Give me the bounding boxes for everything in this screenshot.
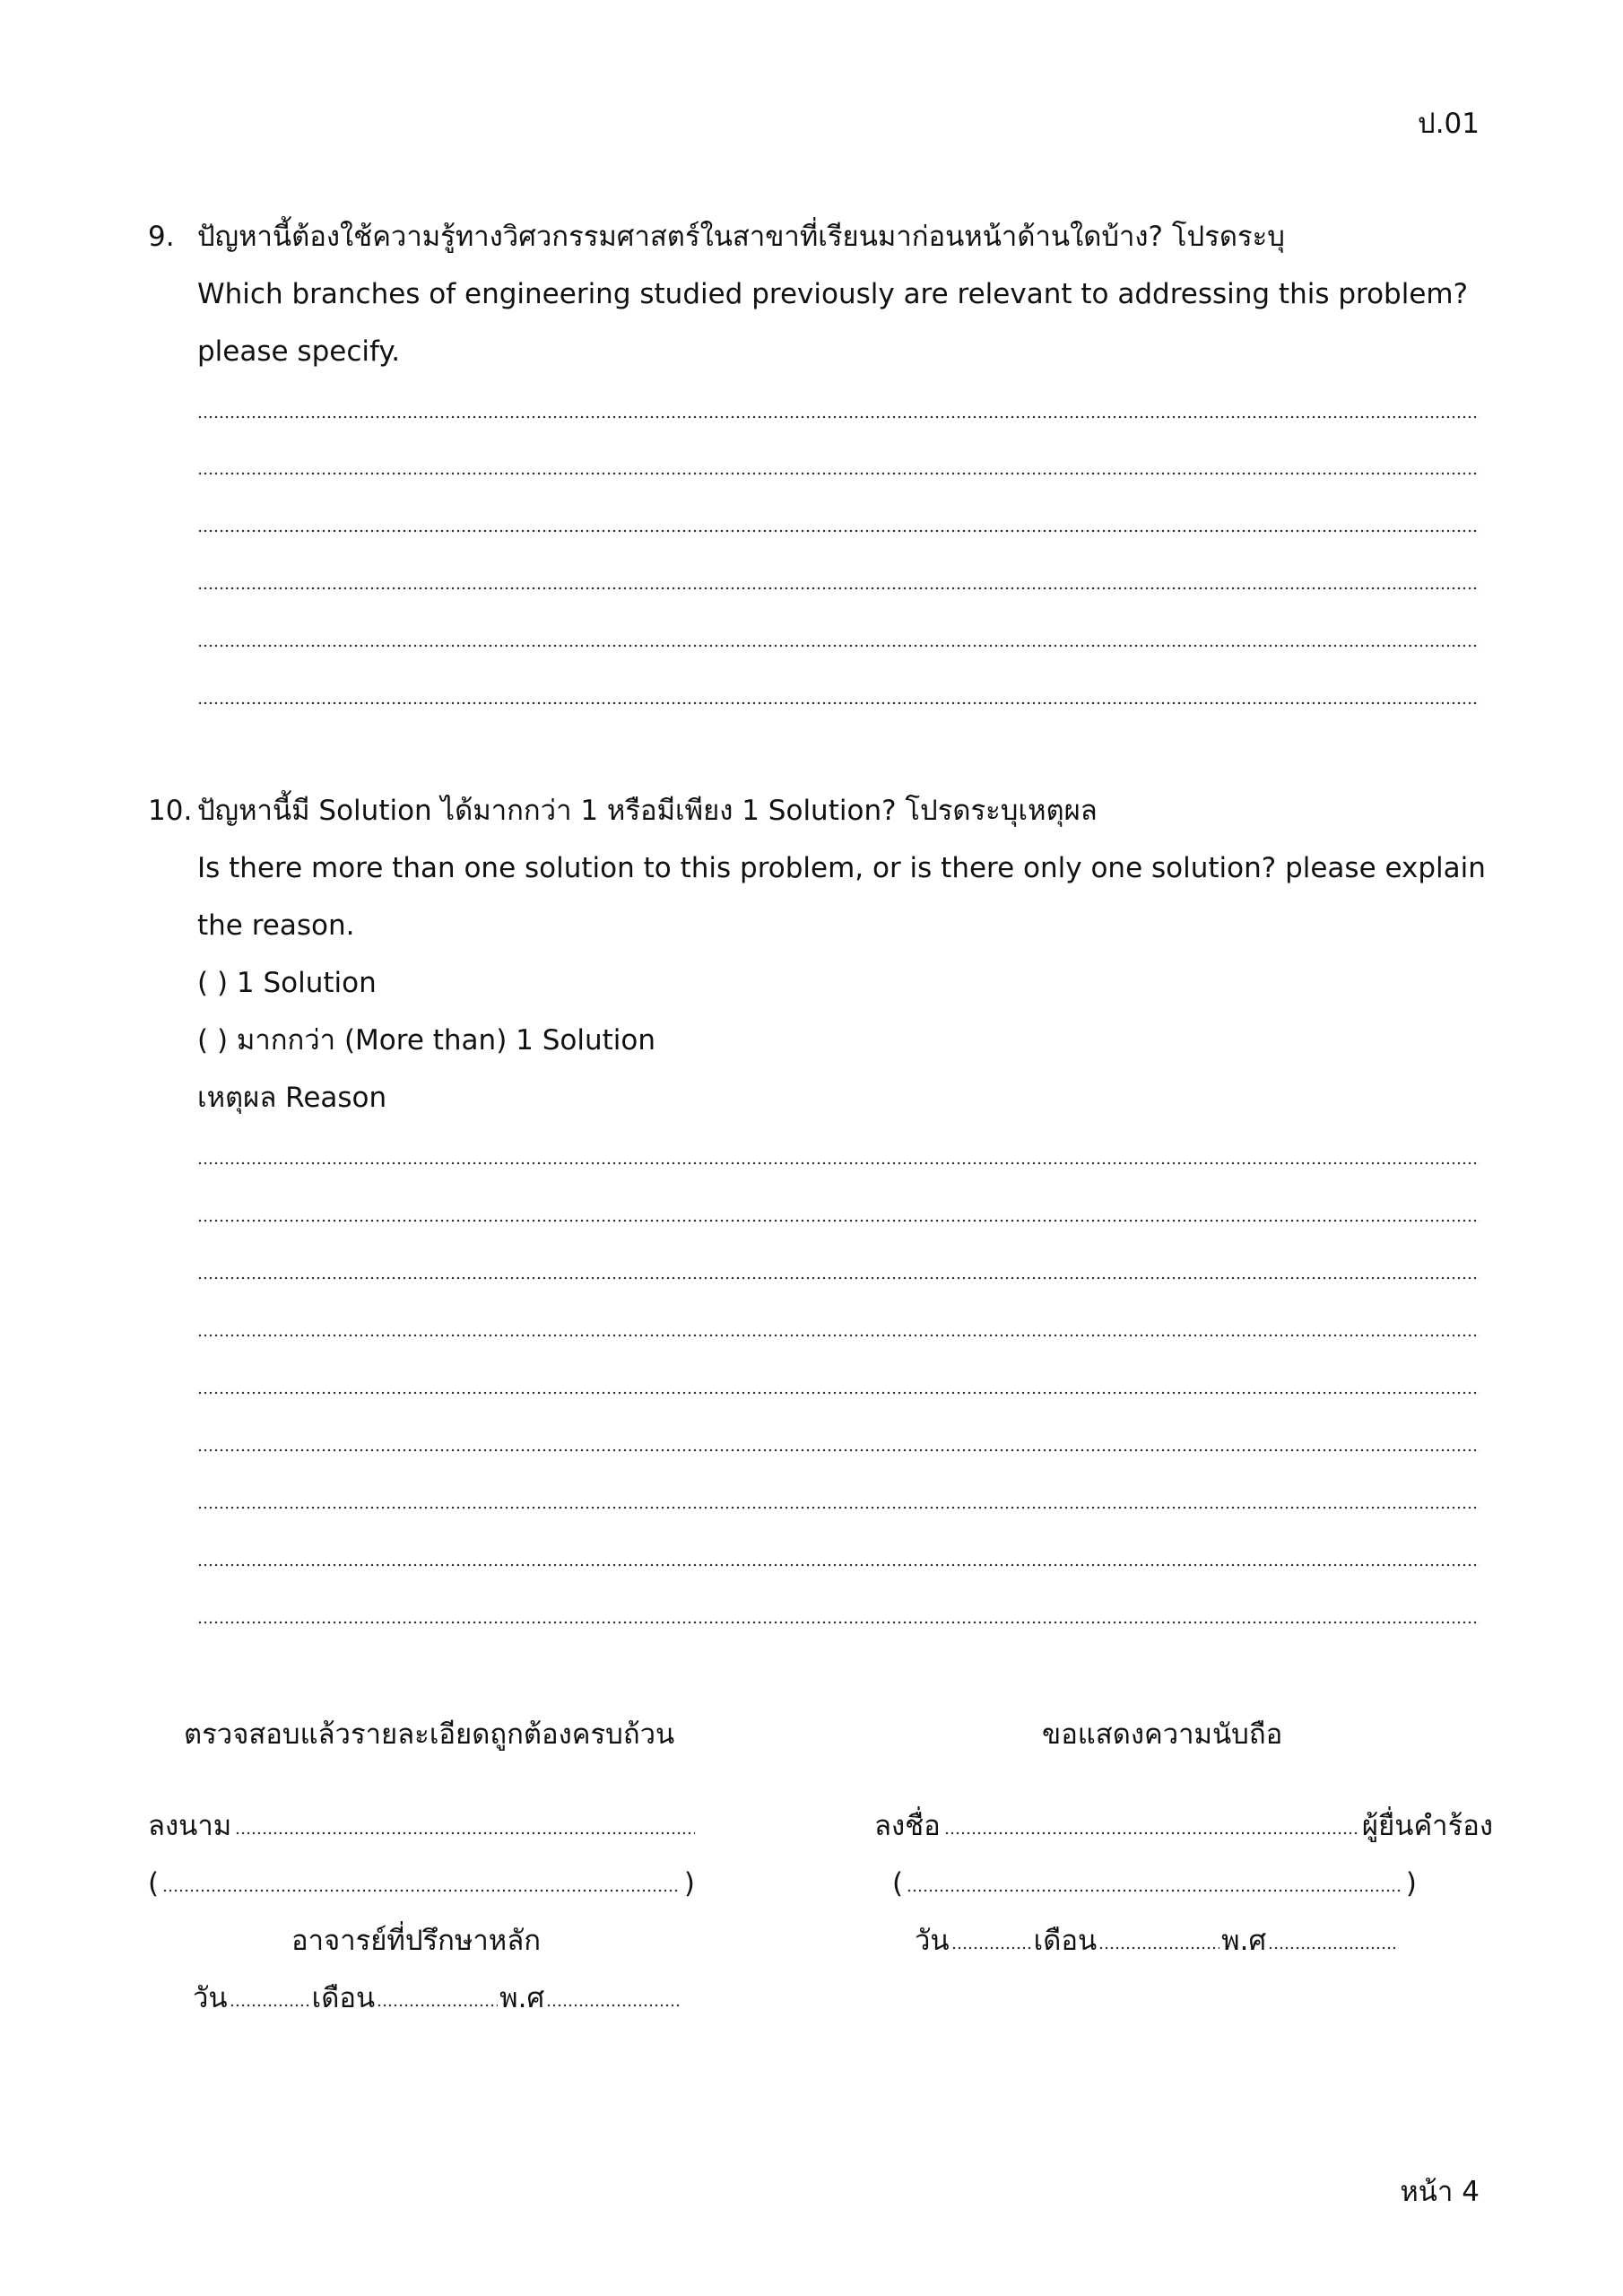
applicant-paren-close: ) xyxy=(1405,1867,1417,1900)
advisor-name-blank[interactable] xyxy=(162,1889,681,1892)
q9-answer-line[interactable] xyxy=(197,701,1480,705)
reason-answer-line[interactable] xyxy=(197,1161,1480,1165)
reason-answer-line[interactable] xyxy=(197,1506,1480,1509)
applicant-name-line[interactable] xyxy=(892,1866,1417,1901)
applicant-day-label: วัน xyxy=(915,1925,950,1957)
advisor-sign-blank[interactable] xyxy=(235,1831,695,1835)
q10-english-line-1: Is there more than one solution to this problem, or is there only one solution? please explain xyxy=(197,852,1486,884)
applicant-signature-line[interactable] xyxy=(874,1808,1493,1844)
option-more-than-one-solution[interactable]: ( ) มากกว่า (More than) 1 Solution xyxy=(197,1024,656,1057)
reason-label: เหตุผล Reason xyxy=(197,1082,387,1114)
q9-english-line-1: Which branches of engineering studied previously are relevant to addressing this problem? xyxy=(197,278,1469,310)
q9-answer-line[interactable] xyxy=(197,529,1480,533)
advisor-day-blank[interactable] xyxy=(230,2004,310,2007)
q9-number: 9. xyxy=(148,221,175,253)
q9-answer-line[interactable] xyxy=(197,587,1480,590)
q10-number: 10. xyxy=(148,795,193,827)
advisor-month-label: เดือน xyxy=(311,1982,376,2014)
form-code: ป.01 xyxy=(1418,108,1480,140)
reason-answer-line[interactable] xyxy=(197,1448,1480,1452)
advisor-day-label: วัน xyxy=(193,1982,228,2014)
advisor-paren-open: ( xyxy=(148,1867,160,1900)
reason-answer-line[interactable] xyxy=(197,1276,1480,1280)
q9-answer-line[interactable] xyxy=(197,472,1480,475)
advisor-role: อาจารย์ที่ปรึกษาหลัก xyxy=(291,1925,541,1957)
q9-answer-line[interactable] xyxy=(197,415,1480,419)
applicant-paren-open: ( xyxy=(892,1867,904,1900)
advisor-paren-close: ) xyxy=(683,1867,695,1900)
advisor-signature-line[interactable] xyxy=(148,1808,695,1844)
reason-answer-line[interactable] xyxy=(197,1334,1480,1337)
q10-english-line-2: the reason. xyxy=(197,909,355,942)
reason-answer-line[interactable] xyxy=(197,1621,1480,1624)
reason-answer-line[interactable] xyxy=(197,1563,1480,1567)
applicant-year-label: พ.ศ xyxy=(1221,1925,1267,1957)
applicant-month-blank[interactable] xyxy=(1098,1946,1219,1950)
applicant-day-blank[interactable] xyxy=(951,1946,1032,1950)
q9-english-line-2: please specify. xyxy=(197,335,401,368)
q10-thai-text: ปัญหานี้มี Solution ได้มากกว่า 1 หรือมีเพียง 1 Solution? โปรดระบุเหตุผล xyxy=(197,795,1098,827)
advisor-name-line[interactable] xyxy=(148,1866,695,1901)
page-number: หน้า 4 xyxy=(1400,2176,1480,2208)
advisor-sign-label: ลงนาม xyxy=(148,1810,232,1842)
applicant-year-blank[interactable] xyxy=(1268,1946,1399,1950)
reason-answer-line[interactable] xyxy=(197,1391,1480,1395)
advisor-year-label: พ.ศ xyxy=(499,1982,545,2014)
advisor-year-blank[interactable] xyxy=(546,2004,681,2007)
closing-heading: ขอแสดงความนับถือ xyxy=(1042,1718,1283,1751)
applicant-suffix: ผู้ยื่นคำร้อง xyxy=(1361,1810,1493,1842)
applicant-sign-label: ลงชื่อ xyxy=(874,1810,941,1842)
q9-thai-text: ปัญหานี้ต้องใช้ความรู้ทางวิศวกรรมศาสตร์ในสาขาที่เรียนมาก่อนหน้าด้านใดบ้าง? โปรดระบุ xyxy=(197,221,1285,253)
applicant-date-line[interactable] xyxy=(915,1923,1399,1959)
reason-answer-line[interactable] xyxy=(197,1219,1480,1222)
advisor-date-line[interactable] xyxy=(193,1980,681,2016)
applicant-sign-blank[interactable] xyxy=(944,1831,1358,1835)
option-one-solution[interactable]: ( ) 1 Solution xyxy=(197,967,377,999)
q9-answer-line[interactable] xyxy=(197,644,1480,648)
advisor-month-blank[interactable] xyxy=(377,2004,498,2007)
applicant-month-label: เดือน xyxy=(1033,1925,1098,1957)
applicant-name-blank[interactable] xyxy=(907,1889,1402,1892)
verification-heading: ตรวจสอบแล้วรายละเอียดถูกต้องครบถ้วน xyxy=(184,1718,675,1751)
